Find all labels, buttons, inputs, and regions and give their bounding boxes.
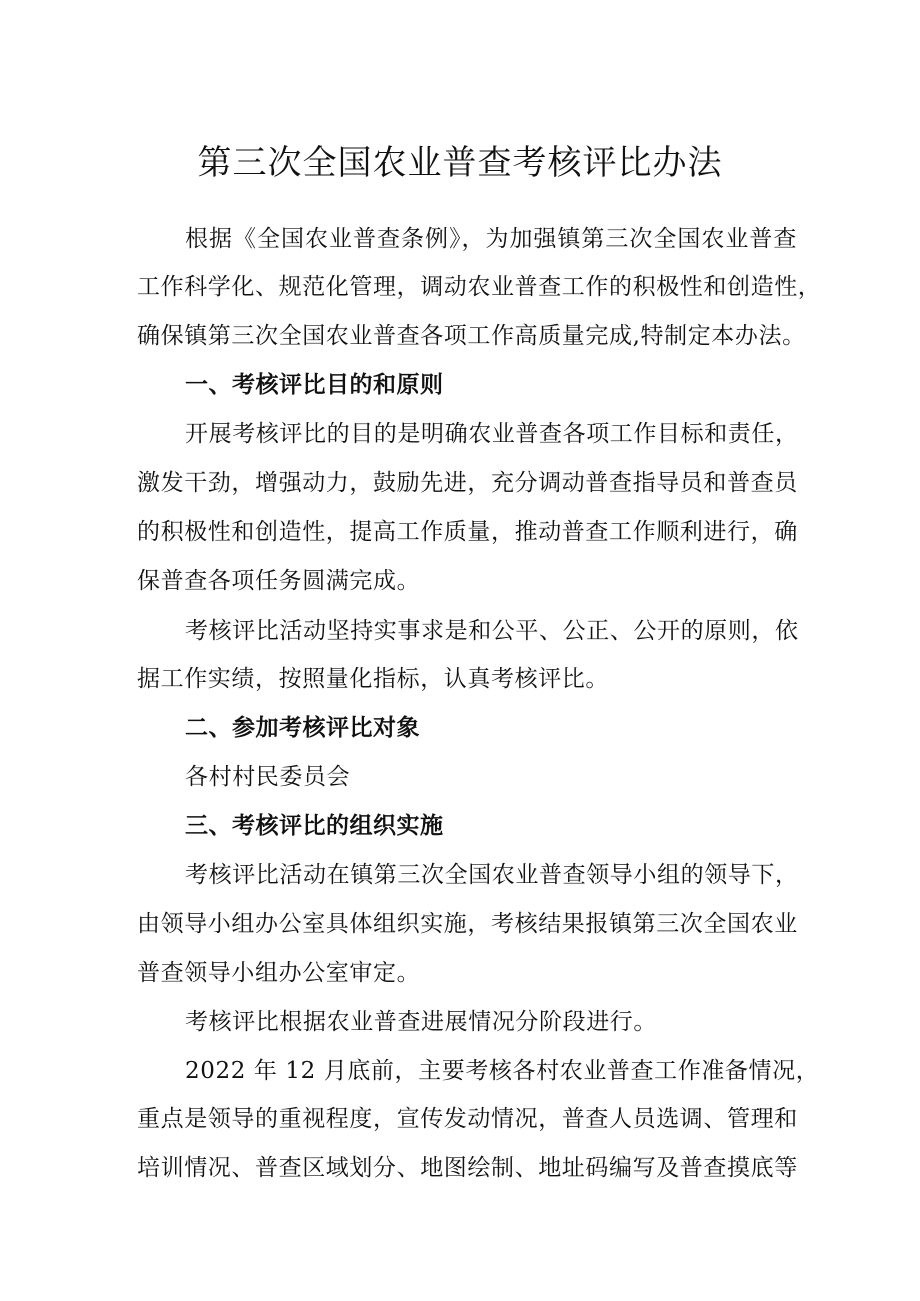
section-3-para-3-line-3: 培训情况、普查区域划分、地图绘制、地址码编写及普查摸底等 bbox=[137, 1155, 798, 1181]
section-1-para-1-line-4: 保普查各项任务圆满完成。 bbox=[137, 568, 421, 594]
section-3-para-2: 考核评比根据农业普查进展情况分阶段进行。 bbox=[185, 1009, 657, 1035]
section-3-para-1-line-2: 由领导小组办公室具体组织实施，考核结果报镇第三次全国农业 bbox=[137, 911, 798, 937]
section-2-heading: 二、参加考核评比对象 bbox=[185, 715, 420, 741]
section-3-para-3-line-1: 2022 年 12 月底前，主要考核各村农业普查工作准备情况， bbox=[185, 1058, 820, 1084]
section-1-para-1-line-3: 的积极性和创造性，提高工作质量，推动普查工作顺利进行，确 bbox=[137, 519, 798, 545]
document-title: 第三次全国农业普查考核评比办法 bbox=[197, 143, 723, 183]
section-1-para-2-line-2: 据工作实绩，按照量化指标，认真考核评比。 bbox=[137, 666, 609, 692]
section-1-para-1-line-2: 激发干劲，增强动力，鼓励先进，充分调动普查指导员和普查员 bbox=[137, 470, 798, 496]
section-3-heading: 三、考核评比的组织实施 bbox=[185, 813, 444, 839]
section-3-para-1-line-1: 考核评比活动在镇第三次全国农业普查领导小组的领导下， bbox=[185, 862, 799, 888]
section-1-para-2-line-1: 考核评比活动坚持实事求是和公平、公正、公开的原则，依 bbox=[185, 618, 799, 644]
section-1-heading: 一、考核评比目的和原则 bbox=[185, 372, 444, 398]
section-1-para-1-line-1: 开展考核评比的目的是明确农业普查各项工作目标和责任， bbox=[185, 421, 799, 447]
intro-line-3: 确保镇第三次全国农业普查各项工作高质量完成,特制定本办法。 bbox=[137, 323, 806, 349]
intro-line-2: 工作科学化、规范化管理，调动农业普查工作的积极性和创造性， bbox=[137, 274, 822, 300]
section-2-body: 各村村民委员会 bbox=[185, 764, 351, 790]
section-3-para-3-line-2: 重点是领导的重视程度，宣传发动情况，普查人员选调、管理和 bbox=[137, 1106, 798, 1132]
intro-line-1: 根据《全国农业普查条例》，为加强镇第三次全国农业普查 bbox=[185, 226, 797, 252]
section-3-para-1-line-3: 普查领导小组办公室审定。 bbox=[137, 960, 421, 986]
